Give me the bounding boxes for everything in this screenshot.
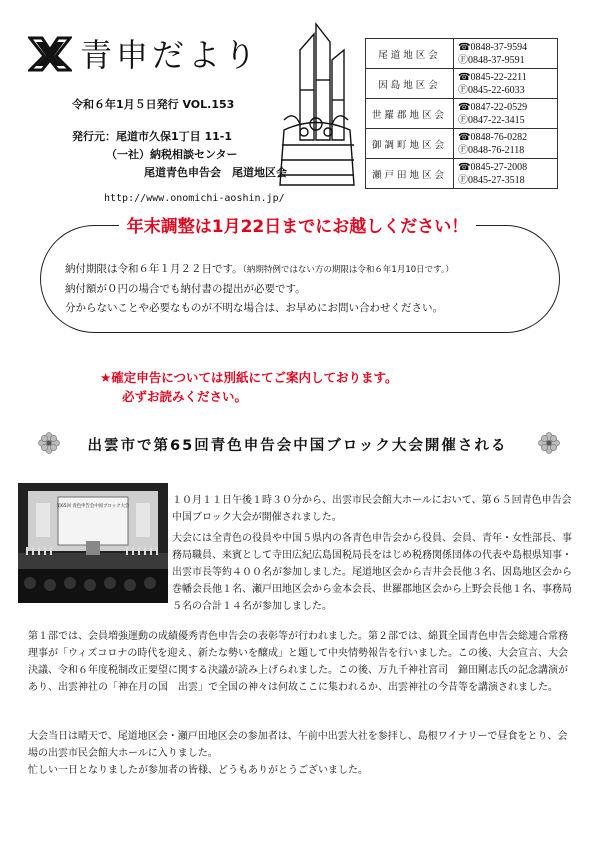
office-row: [366, 99, 558, 129]
year-end-line-1: [65, 260, 454, 280]
year-end-line-2: 納付額が０円の場合でも納付書の提出が必要です。: [65, 283, 306, 295]
office-name: 御調町地区会: [366, 129, 454, 159]
publisher-name: 尾道青色申告会 尾道地区会: [144, 166, 287, 179]
publisher-org: （一社）納税相談センター: [106, 148, 238, 161]
office-numbers: [454, 69, 558, 99]
office-fax: Ⓕ0848-76-2118: [458, 144, 525, 156]
notice-line-1: ★確定申告については別紙にてご案内しております。: [100, 370, 398, 385]
office-row: [366, 159, 558, 189]
association-logo-icon: [28, 34, 72, 72]
event-photo: [18, 483, 168, 603]
article-paragraph-5: 忙しい一日となりましたが参加者の皆様、どうもありがとうございました。: [28, 765, 368, 776]
office-tel: ☎0848-37-9594: [458, 41, 528, 53]
article-paragraph-3: 第１部では、会員増強運動の成績優秀青色申告会の表彰等が行われました。第２部では、綿貫全国青色申告会総連合常務理事が「ウィズコロナの時代を迎え、新たな勢いを醸成」と題して中央情勢報告を行いました。この後、大会宣言、大会決議、令和６年度税制改正要望に関する決議が読み上げられました。この後、万九千神社宮司 錦田剛志氏の記念講演があり、出雲神社の「神在月の国 出雲」で全国の神々は何故ここに集われるか、出雲神社の今昔等を講演されました。: [28, 631, 568, 693]
newsletter-title: 青申だより: [80, 36, 261, 74]
year-end-deadline-note: （納期特例ではない方の期限は令和６年1月10日です。）: [242, 265, 454, 275]
flower-icon: [538, 432, 560, 454]
office-row: [366, 129, 558, 159]
conference-stage-icon: [18, 483, 168, 603]
publisher-block: [72, 128, 287, 182]
year-end-headline-wrap: [0, 212, 595, 237]
year-end-deadline: 納付期限は令和６年１月２２日です。: [65, 263, 243, 275]
notice-line-2: 必ずお読みください。: [122, 389, 248, 404]
office-tel: ☎0845-27-2008: [458, 161, 528, 173]
photo-banner: 第65回 青色申告会中国ブロック大会: [56, 504, 130, 509]
office-tel: ☎0847-22-0529: [458, 101, 528, 113]
article-title: 出雲市で第65回青色申告会中国ブロック大会開催される: [87, 438, 508, 454]
publisher-address: 発行元：尾道市久保1丁目 11-1: [72, 130, 233, 143]
office-tel: ☎0845-22-2211: [458, 71, 527, 83]
office-name: 世羅郡地区会: [366, 99, 454, 129]
issue-date: 令和６年1月５日発行 VOL.153: [72, 98, 235, 111]
office-tel: ☎0848-76-0282: [458, 131, 528, 143]
office-name: 尾道地区会: [366, 39, 454, 69]
office-numbers: [454, 39, 558, 69]
article-paragraph-2: 大会には全青色の役員や中国５県内の各青色申告会から役員、会員、青年・女性部長、事務局職員、来賓として寺田広紀広島国税局長をはじめ税務関係団体の代表や島根県知事・出雲市長等約４００名が参加しました。尾道地区会から吉井会長他３名、因島地区会から巻幡会長他１名、瀬戸田地区会から金本会長、世羅郡地区会から上野会長他１名、事務局５名の合計１４名が参加しました。: [172, 533, 572, 612]
kadomatsu-illustration-icon: [270, 20, 362, 190]
office-row: [366, 69, 558, 99]
office-name: 因島地区会: [366, 69, 454, 99]
tax-return-notice: [100, 368, 397, 406]
office-fax: Ⓕ0848-37-9591: [458, 54, 525, 66]
year-end-body: [65, 260, 454, 318]
office-fax: Ⓕ0845-22-6033: [458, 84, 525, 96]
office-fax: Ⓕ0845-27-3518: [458, 174, 525, 186]
website-url[interactable]: http://www.onomichi-aoshin.jp/: [104, 193, 285, 204]
year-end-line-3: 分からないことや必要なものが不明な場合は、お早めにお問い合わせください。: [65, 302, 443, 314]
year-end-headline: 年末調整は1月22日までにお越しください！: [119, 217, 477, 237]
office-numbers: [454, 99, 558, 129]
article-paragraph-1: １０月１１日午後１時３０分から、出雲市民会館大ホールにおいて、第６５回青色申告会中国ブロック大会が開催されました。: [172, 495, 572, 523]
office-fax: Ⓕ0847-22-3415: [458, 114, 525, 126]
office-numbers: [454, 159, 558, 189]
office-contact-table: [365, 38, 558, 189]
office-name: 瀬戸田地区会: [366, 159, 454, 189]
article-paragraph-4: 大会当日は晴天で、尾道地区会・瀬戸田地区会の参加者は、午前中出雲大社を参拝し、島根ワイナリーで昼食をとり、会場の出雲市民会館大ホールに入りました。: [28, 731, 568, 759]
office-row: [366, 39, 558, 69]
office-numbers: [454, 129, 558, 159]
